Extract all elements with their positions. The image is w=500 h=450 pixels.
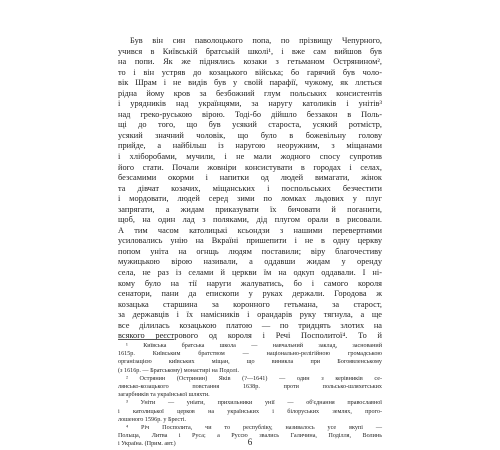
footnote-line: лянсько-козацького повстання 1638р. проти польсько-шляхетських [118,384,382,391]
body-line: кому було на тії наруги жалуватись, бо і самого короля [118,278,382,288]
footnote-line: Польща, Литва і Руса; а Руссю звались Галичина, Поділля, Волинь [118,433,382,440]
footnote-line: і католицької церков на українських і білоруських землях, прого- [118,408,382,415]
body-line: і урядників над українцями, за наругу католиків і унітів³ [118,99,382,109]
body-line: козацька старшина за коронного гетьмана, за старост, [118,299,382,309]
body-line: за державців і їх намісників і орандарів руку тягнула, а ще [118,310,382,320]
body-text [118,36,382,342]
body-line: та дівчат козачих, міщанських і поспольських безчестити [118,183,382,193]
footnotes [118,342,382,449]
body-line: усякий значний чоловік, що було в божевільну голову [118,130,382,140]
body-line: і мордовати, людей серед зими по ломках льдових у плуг [118,194,382,204]
body-line: вік Шрам і не видів був у своїй парафії, чужому, як ллється [118,78,382,88]
footnote-line: загарбників та української шляхти. [118,392,210,399]
body-line: мужицькою вірою називали, а оддавши жидам у оренду [118,257,382,267]
body-line: рідна йому кров за безбожний глум польських консистентів [118,88,382,98]
body-line: усиловались унію на Вкраїні пришепити і не в одну церкву [118,236,382,246]
body-line: Був він син паволоцького попа, по прізвищу Чепурного, [130,36,382,45]
body-line: то і він устряв до козацького війська; бо гарячий був чоло- [118,67,382,77]
footnote-line: ¹ Київська братська школа — навчальний заклад, заснований [126,343,382,349]
body-line: попом уніта на огнщь людям поставили; віру благочестиву [118,246,382,256]
body-line: на попи. Як же піднялись козаки з гетьманом Острянином², [118,57,382,67]
footnote-line: і Україна. (Прим. авт.) [118,441,176,448]
footnote-line: лошеного 1596р. у Бресті. [118,416,187,423]
footnote-line: 1615р. Київським братством — національно-релігійною громадською [118,351,382,358]
body-line: прийде, а найбільш із наругою неоружним, з міщанами [118,141,382,151]
footnote-line: ⁴ Річ Посполита, чи то республіку, називалось усе вкупі — [126,425,382,432]
footnote-line: ² Острянин (Остринин) Яків (?—1641) — один з керівників се- [126,375,382,382]
body-line: його стати. Почали жовніри консистувати в городах і селах, [118,162,382,172]
body-line: А тим часом католицькі ксьондзи з нашими перевертнями [118,225,382,235]
footnote-line: (з 1616р. — Братському) монастирі на Подолі. [118,367,239,374]
body-line: безсамими окорми і напитки од людей вимагати, жінок [118,173,382,183]
body-line: сенатори, пани да епископи у руках держали. Городова ж [118,289,382,299]
body-line: над греко-руською вірою. Тоді-бо дійшло беззакон в Поль- [118,109,382,119]
body-line: всякого реєстрового од короля і Речі Посполитої⁴. То й [118,331,382,341]
page-number: 6 [247,437,253,447]
body-line: села, не раз із селами й церкви їм на одкуп оддавали. І ні- [118,268,382,278]
footnote-line: ³ Уніти — уніати, прихильники унії — об'єднання православної [126,400,382,407]
body-line: щі до того, що був усякий староста, усякий ротмістр, [118,120,382,130]
body-line: все ділилась козацькою платою — по тридцять злотих на [118,320,382,330]
body-line: учився в Київській братській школі¹, і вже сам вийшов був [118,46,382,56]
footnote-divider [118,339,174,340]
body-line: щоб, на один лад з поляками, дід плугом орали в рисовали. [118,215,382,225]
body-line: запрягати, а жидам приказувати їх бичовати й поганити, [118,204,382,214]
footnote-line: організацією київських міщан, що виникла при Богоявленському [118,359,382,366]
body-line: і хліборобами, мучили, і не мали жодного спосу супротив [118,152,382,162]
